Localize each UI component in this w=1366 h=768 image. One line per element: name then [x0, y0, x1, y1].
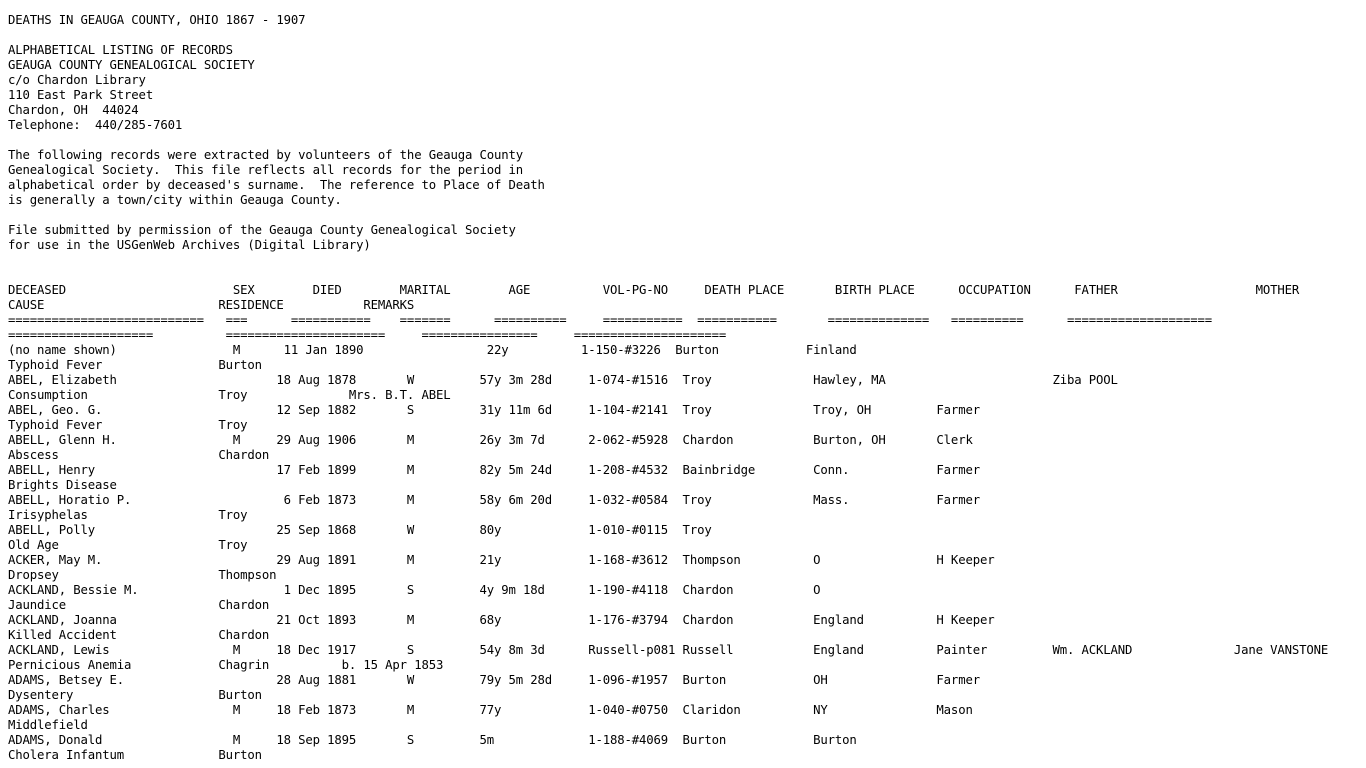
document-line: Chardon, OH 44024 — [8, 103, 139, 117]
document-line: ADAMS, Betsey E. 28 Aug 1881 W 79y 5m 28d 1-096-#1957 Burton OH Farmer — [8, 673, 980, 687]
document-line: Abscess Chardon — [8, 448, 270, 462]
document-line: Cholera Infantum Burton — [8, 748, 262, 762]
document-line: File submitted by permission of the Geauga County Genealogical Society — [8, 223, 516, 237]
document-line: ABELL, Horatio P. 6 Feb 1873 M 58y 6m 20d 1-032-#0584 Troy Mass. Farmer — [8, 493, 980, 507]
genealogy-text-document — [8, 13, 1328, 763]
document-line: Brights Disease — [8, 478, 117, 492]
document-line: ALPHABETICAL LISTING OF RECORDS — [8, 43, 233, 57]
document-line: ACKLAND, Joanna 21 Oct 1893 M 68y 1-176-#3794 Chardon England H Keeper — [8, 613, 995, 627]
document-line: =========================== === =========== ======= ========== =========== =========== ============== ========== ==================== — [8, 313, 1213, 327]
document-line: Old Age Troy — [8, 538, 248, 552]
document-line: alphabetical order by deceased's surname. The reference to Place of Death — [8, 178, 545, 192]
document-line: Jaundice Chardon — [8, 598, 270, 612]
document-line: Middlefield — [8, 718, 88, 732]
document-line: (no name shown) M 11 Jan 1890 22y 1-150-#3226 Burton Finland — [8, 343, 857, 357]
document-line: GEAUGA COUNTY GENEALOGICAL SOCIETY — [8, 58, 255, 72]
document-line: Dysentery Burton — [8, 688, 262, 702]
document-line: ABELL, Henry 17 Feb 1899 M 82y 5m 24d 1-208-#4532 Bainbridge Conn. Farmer — [8, 463, 980, 477]
document-line: ==================== ====================== ================ ===================== — [8, 328, 727, 342]
document-line: ACKLAND, Lewis M 18 Dec 1917 S 54y 8m 3d Russell-p081 Russell England Painter Wm. ACKLAND Jane VANSTONE — [8, 643, 1329, 657]
document-line: ABEL, Elizabeth 18 Aug 1878 W 57y 3m 28d 1-074-#1516 Troy Hawley, MA Ziba POOL — [8, 373, 1118, 387]
document-line: ABEL, Geo. G. 12 Sep 1882 S 31y 11m 6d 1-104-#2141 Troy Troy, OH Farmer — [8, 403, 980, 417]
document-line: for use in the USGenWeb Archives (Digital Library) — [8, 238, 371, 252]
document-line: The following records were extracted by volunteers of the Geauga County — [8, 148, 523, 162]
document-line: 110 East Park Street — [8, 88, 154, 102]
document-line: Irisyphelas Troy — [8, 508, 248, 522]
document-line: c/o Chardon Library — [8, 73, 146, 87]
document-line: Consumption Troy Mrs. B.T. ABEL — [8, 388, 451, 402]
document-line: ADAMS, Donald M 18 Sep 1895 S 5m 1-188-#4069 Burton Burton — [8, 733, 857, 747]
document-line: Dropsey Thompson — [8, 568, 277, 582]
document-line: CAUSE RESIDENCE REMARKS — [8, 298, 415, 312]
document-line: Pernicious Anemia Chagrin b. 15 Apr 1853 — [8, 658, 444, 672]
document-line: Telephone: 440/285-7601 — [8, 118, 183, 132]
document-line: Typhoid Fever Troy — [8, 418, 248, 432]
document-line: Genealogical Society. This file reflects all records for the period in — [8, 163, 523, 177]
document-line: ABELL, Glenn H. M 29 Aug 1906 M 26y 3m 7d 2-062-#5928 Chardon Burton, OH Clerk — [8, 433, 973, 447]
document-line: ABELL, Polly 25 Sep 1868 W 80y 1-010-#0115 Troy — [8, 523, 712, 537]
document-line: ACKER, May M. 29 Aug 1891 M 21y 1-168-#3612 Thompson O H Keeper — [8, 553, 995, 567]
document-line: ADAMS, Charles M 18 Feb 1873 M 77y 1-040-#0750 Claridon NY Mason — [8, 703, 973, 717]
document-line: DEATHS IN GEAUGA COUNTY, OHIO 1867 - 1907 — [8, 13, 306, 27]
document-line: Typhoid Fever Burton — [8, 358, 262, 372]
document-line: is generally a town/city within Geauga County. — [8, 193, 342, 207]
document-line: Killed Accident Chardon — [8, 628, 270, 642]
document-line: ACKLAND, Bessie M. 1 Dec 1895 S 4y 9m 18d 1-190-#4118 Chardon O — [8, 583, 821, 597]
document-line: DECEASED SEX DIED MARITAL AGE VOL-PG-NO DEATH PLACE BIRTH PLACE OCCUPATION FATHER MOTHER — [8, 283, 1300, 297]
